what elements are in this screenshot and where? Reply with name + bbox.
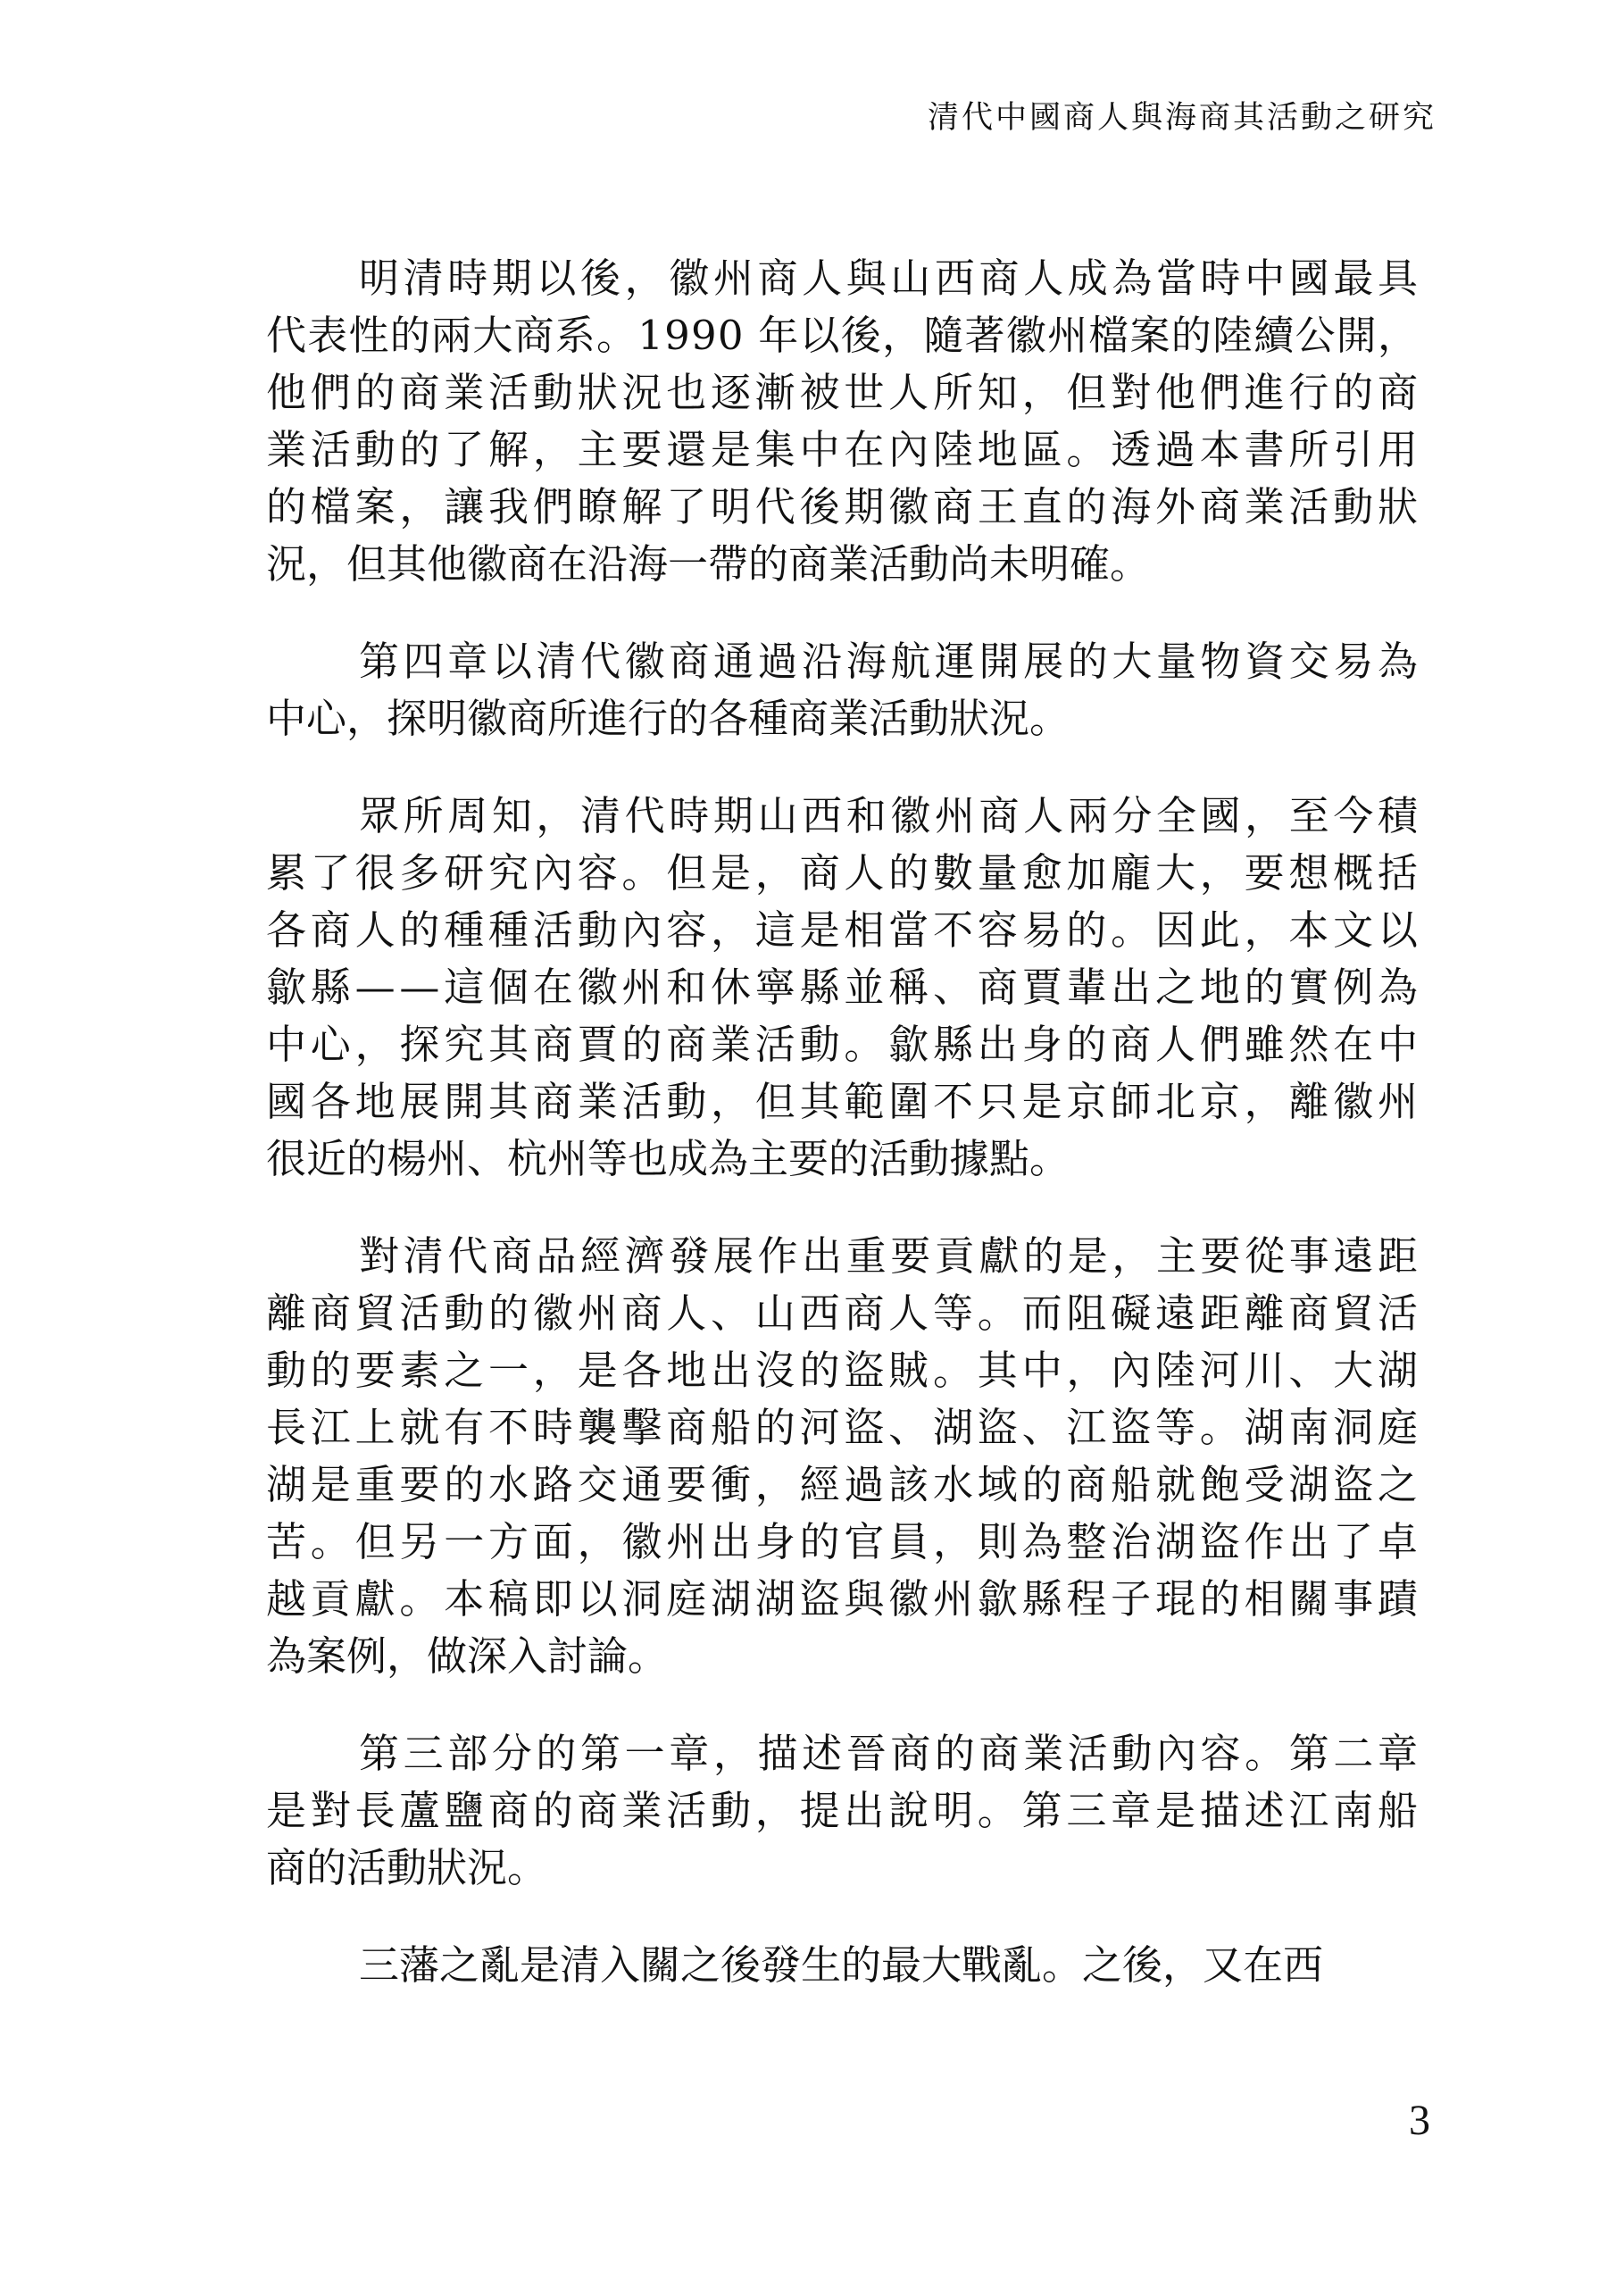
text-line: 苦。但另一方面，徽州出身的官員，則為整治湖盜作出了卓 [266,1518,1422,1565]
text-line: 累了很多研究內容。但是，商人的數量愈加龐大，要想概括 [266,849,1422,897]
text-line: 國各地展開其商業活動，但其範圍不只是京師北京，離徽州 [266,1078,1422,1125]
text-line: 三藩之亂是清入關之後發生的最大戰亂。之後，又在西 [359,1941,1324,1989]
paragraph [266,788,1422,1188]
text-line: 他們的商業活動狀況也逐漸被世人所知，但對他們進行的商 [266,369,1422,416]
text-line: 的檔案，讓我們瞭解了明代後期徽商王直的海外商業活動狀 [266,483,1422,530]
text-line: 很近的楊州、杭州等也成為主要的活動據點。 [266,1135,1070,1182]
text-line: 離商貿活動的徽州商人、山西商人等。而阻礙遠距離商貿活 [266,1289,1422,1337]
text-line: 代表性的兩大商系。1990 年以後，隨著徽州檔案的陸續公開， [266,312,1420,359]
text-line: 對清代商品經濟發展作出重要貢獻的是，主要從事遠距 [359,1232,1422,1280]
paragraph [266,1937,1418,1994]
text-line: 商的活動狀況。 [266,1844,548,1891]
text-line: 湖是重要的水路交通要衝，經過該水域的商船就飽受湖盜之 [266,1461,1422,1508]
body-text [266,250,1422,2034]
text-line: 中心，探究其商賈的商業活動。歙縣出身的商人們雖然在中 [266,1021,1422,1068]
text-line: 歙縣——這個在徽州和休寧縣並稱、商賈輩出之地的實例為 [266,964,1422,1011]
paragraph [266,1228,1422,1685]
text-line: 第三部分的第一章，描述晉商的商業活動內容。第二章 [359,1730,1422,1777]
text-line: 動的要素之一，是各地出沒的盜賊。其中，內陸河川、大湖 [266,1347,1422,1394]
text-line: 第四章以清代徽商通過沿海航運開展的大量物資交易為 [359,638,1422,685]
text-line: 各商人的種種活動內容，這是相當不容易的。因此，本文以 [266,906,1422,954]
text-line: 況，但其他徽商在沿海一帶的商業活動尚未明確。 [266,540,1151,588]
text-line: 業活動的了解，主要還是集中在內陸地區。透過本書所引用 [266,426,1422,473]
page-number: 3 [1409,2097,1430,2144]
running-header: 清代中國商人與海商其活動之研究 [927,100,1437,136]
text-line: 眾所周知，清代時期山西和徽州商人兩分全國，至今積 [359,792,1422,839]
text-line: 為案例，做深入討論。 [266,1632,669,1680]
paragraph [266,633,1422,747]
text-line: 中心，探明徽商所進行的各種商業活動狀況。 [266,695,1070,742]
paragraph [266,1725,1422,1897]
text-line: 是對長蘆鹽商的商業活動，提出說明。第三章是描述江南船 [266,1787,1422,1834]
text-line: 明清時期以後，徽州商人與山西商人成為當時中國最具 [359,255,1422,302]
paragraph [266,250,1422,593]
text-line: 越貢獻。本稿即以洞庭湖湖盜與徽州歙縣程子琨的相關事蹟 [266,1575,1422,1623]
text-line: 長江上就有不時襲擊商船的河盜、湖盜、江盜等。湖南洞庭 [266,1404,1422,1451]
